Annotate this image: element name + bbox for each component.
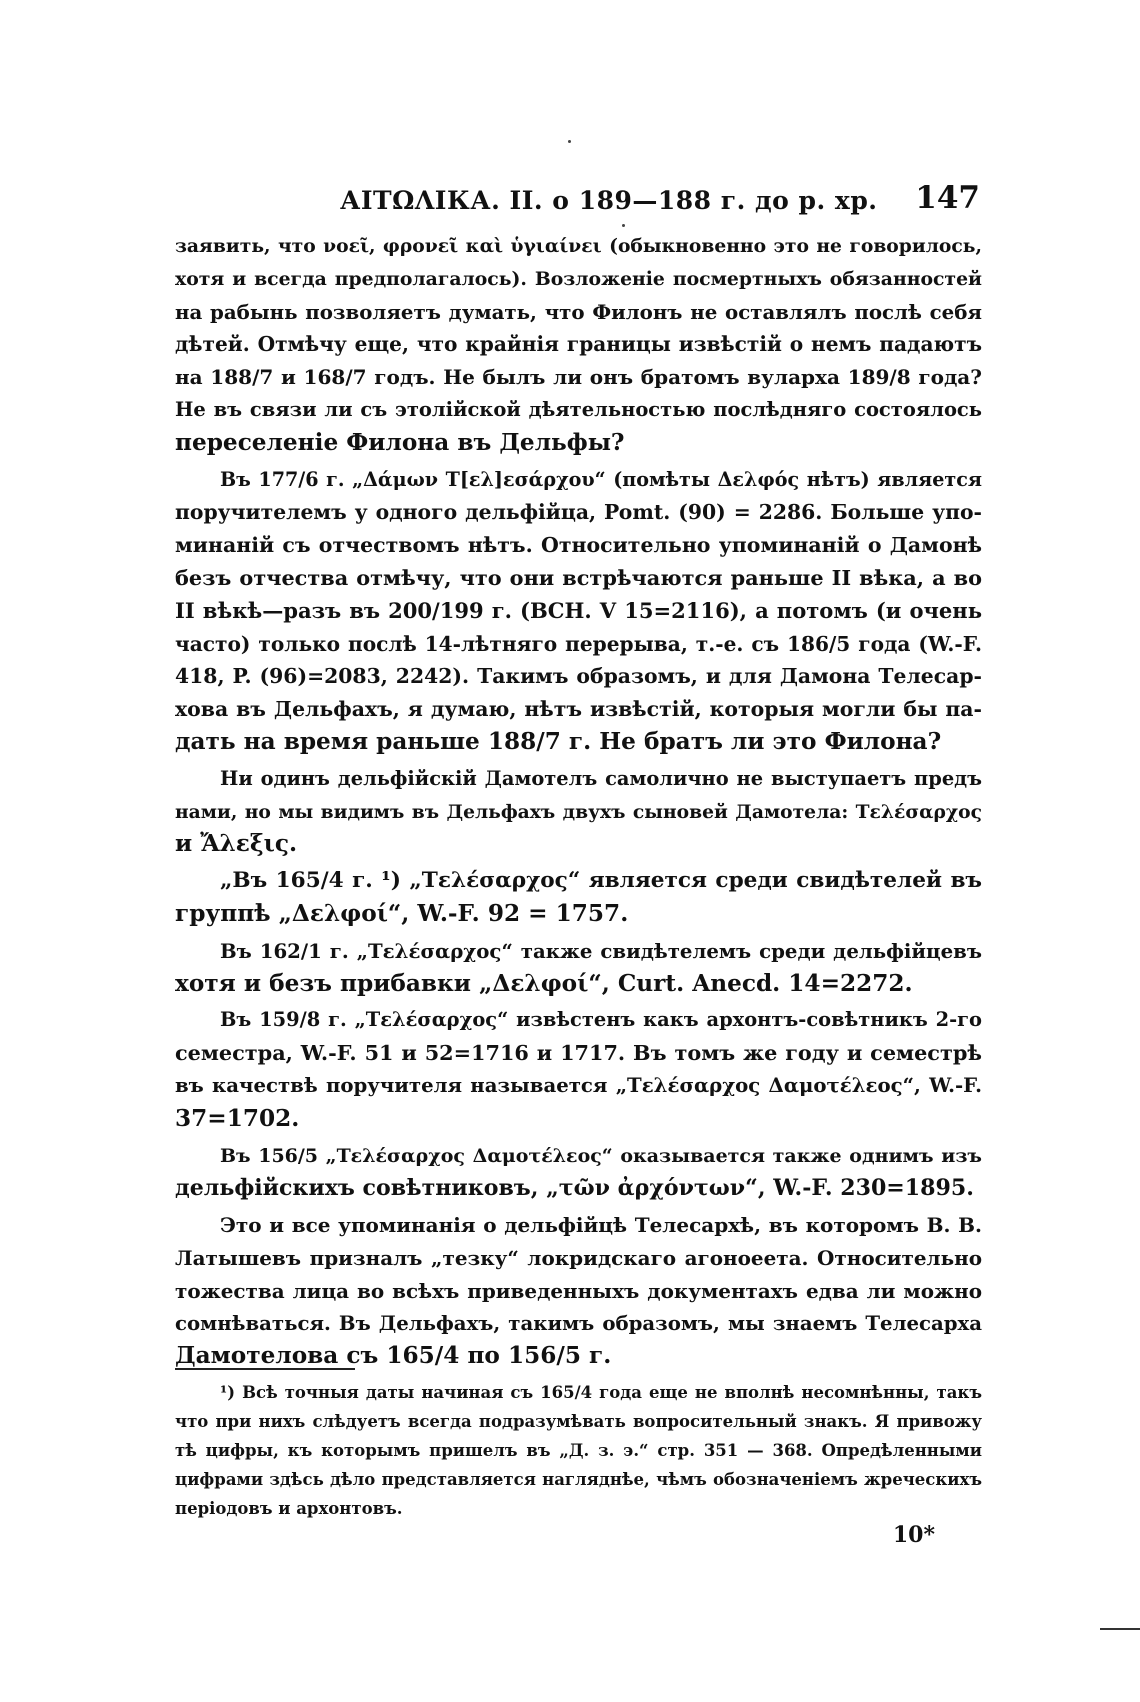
paragraph bbox=[175, 230, 982, 460]
text-line: заявить, что νοεῖ, φρονεῖ καὶ ὑγιαίνει (обыкновенно это не говорилось, bbox=[175, 235, 982, 257]
text-line: безъ отчества отмѣчу, что они встрѣчаются раньше II вѣка, а во bbox=[175, 564, 982, 590]
text-line: 418, P. (96)=2083, 2242). Такимъ образомъ, и для Дамона Телесар- bbox=[175, 664, 982, 689]
text-line: дать на время раньше 188/7 г. Не братъ ли это Филона? bbox=[175, 727, 942, 755]
scan-speck bbox=[568, 140, 571, 143]
text-line: 37=1702. bbox=[175, 1104, 300, 1132]
text-line: дельфійскихъ совѣтниковъ, „τῶν ἀρχόντων“, W.-F. 230=1895. bbox=[175, 1175, 974, 1202]
footnote-line: что при нихъ слѣдуетъ всегда подразумѣвать вопросительный знакъ. Я привожу bbox=[175, 1412, 982, 1431]
footnote-divider bbox=[175, 1368, 355, 1370]
text-line: въ качествѣ поручителя называется „Τελέσαρχος Δαμοτέλεος“, W.-F. bbox=[175, 1073, 982, 1097]
text-line: минаній съ отчествомъ нѣтъ. Относительно упоминаній о Дамонѣ bbox=[175, 533, 982, 558]
body-text bbox=[175, 230, 982, 1373]
paragraph bbox=[175, 464, 982, 759]
paragraph bbox=[175, 763, 982, 861]
footnote-line: періодовъ и архонтовъ. bbox=[175, 1499, 403, 1518]
footnote-line: ¹) Всѣ точныя даты начиная съ 165/4 года еще не вполнѣ несомнѣнны, такъ bbox=[220, 1383, 982, 1402]
text-line: сомнѣваться. Въ Дельфахъ, такимъ образомъ, мы знаемъ Телесарха bbox=[175, 1311, 982, 1335]
text-line: Въ 162/1 г. „Τελέσαρχος“ также свидѣтелемъ среди дельфійцевъ bbox=[220, 938, 982, 963]
paragraph bbox=[175, 1209, 982, 1373]
text-line: хова въ Дельфахъ, я думаю, нѣтъ извѣстій, которыя могли бы па- bbox=[175, 697, 982, 722]
text-line: переселеніе Филона въ Дельфы? bbox=[175, 428, 625, 456]
footnote-line: тѣ цифры, къ которымъ пришелъ въ „Д. з. э.“ стр. 351 — 368. Опредѣленными bbox=[175, 1441, 982, 1460]
text-line: дѣтей. Отмѣчу еще, что крайнія границы извѣстій о немъ падаютъ bbox=[175, 332, 982, 357]
text-line: Латышевъ призналъ „тезку“ локридскаго агоноеета. Относительно bbox=[175, 1245, 982, 1270]
text-line: нами, но мы видимъ въ Дельфахъ двухъ сыновей Дамотела: Τελέσαρχος bbox=[175, 800, 982, 823]
text-line: Въ 177/6 г. „Δάμων Τ[ελ]εσάρχου“ (помѣты Δελφός нѣтъ) является bbox=[220, 467, 982, 491]
text-line: семестра, W.-F. 51 и 52=1716 и 1717. Въ томъ же году и семестрѣ bbox=[175, 1040, 982, 1066]
footnote bbox=[175, 1378, 982, 1523]
text-line: Въ 159/8 г. „Τελέσαρχος“ извѣстенъ какъ архонтъ-совѣтникъ 2-го bbox=[220, 1008, 982, 1032]
running-title: АІТΩΛІКА. ІІ. о 189—188 г. до р. хр. bbox=[340, 186, 878, 215]
signature-mark: 10* bbox=[892, 1522, 935, 1548]
text-line: Въ 156/5 „Τελέσαρχος Δαμοτέλεος“ оказывается также однимъ изъ bbox=[220, 1144, 982, 1167]
text-line: на рабынь позволяетъ думать, что Филонъ не оставлялъ послѣ себя bbox=[175, 299, 982, 324]
text-line: группѣ „Δελφοί“, W.-F. 92 = 1757. bbox=[175, 899, 629, 927]
text-line: поручителемъ у одного дельфійца, Pomt. (90) = 2286. Больше упо- bbox=[175, 500, 982, 525]
scan-edge-mark bbox=[1100, 1628, 1140, 1630]
text-line: на 188/7 и 168/7 годъ. Не былъ ли онъ братомъ вуларха 189/8 года? bbox=[175, 365, 982, 390]
paragraph bbox=[175, 935, 982, 1001]
paragraph bbox=[175, 1140, 982, 1206]
page-number: 147 bbox=[915, 180, 980, 216]
text-line: Это и все упоминанія о дельфійцѣ Телесархѣ, въ которомъ В. В. bbox=[220, 1213, 982, 1238]
text-line: Не въ связи ли съ этолійской дѣятельностью послѣдняго состоялось bbox=[175, 397, 982, 421]
text-line: хотя и безъ прибавки „Δελφοί“, Curt. Anecd. 14=2272. bbox=[175, 969, 913, 997]
text-line: II вѣкѣ—разъ въ 200/199 г. (ВСН. V 15=2116), а потомъ (и очень bbox=[175, 597, 982, 623]
scan-speck bbox=[622, 224, 625, 227]
text-line: Ни одинъ дельфійскій Дамотелъ самолично не выступаетъ предъ bbox=[220, 766, 982, 790]
text-line: тожества лица во всѣхъ приведенныхъ документахъ едва ли можно bbox=[175, 1278, 982, 1303]
paragraph bbox=[175, 1004, 982, 1135]
text-line: хотя и всегда предполагалось). Возложеніе посмертныхъ обязанностей bbox=[175, 267, 982, 290]
text-line: часто) только послѣ 14-лѣтняго перерыва, т.-е. съ 186/5 года (W.-F. bbox=[175, 631, 982, 656]
footnote-line: цифрами здѣсь дѣло представляется нагляднѣе, чѣмъ обозначеніемъ жреческихъ bbox=[175, 1470, 982, 1489]
text-line: и Ἄλεξις. bbox=[175, 830, 298, 858]
text-line: „Въ 165/4 г. ¹) „Τελέσαρχος“ является среди свидѣтелей въ bbox=[220, 868, 982, 894]
page-header bbox=[175, 180, 980, 220]
paragraph bbox=[175, 865, 982, 931]
text-line: Дамотелова съ 165/4 по 156/5 г. bbox=[175, 1342, 612, 1370]
